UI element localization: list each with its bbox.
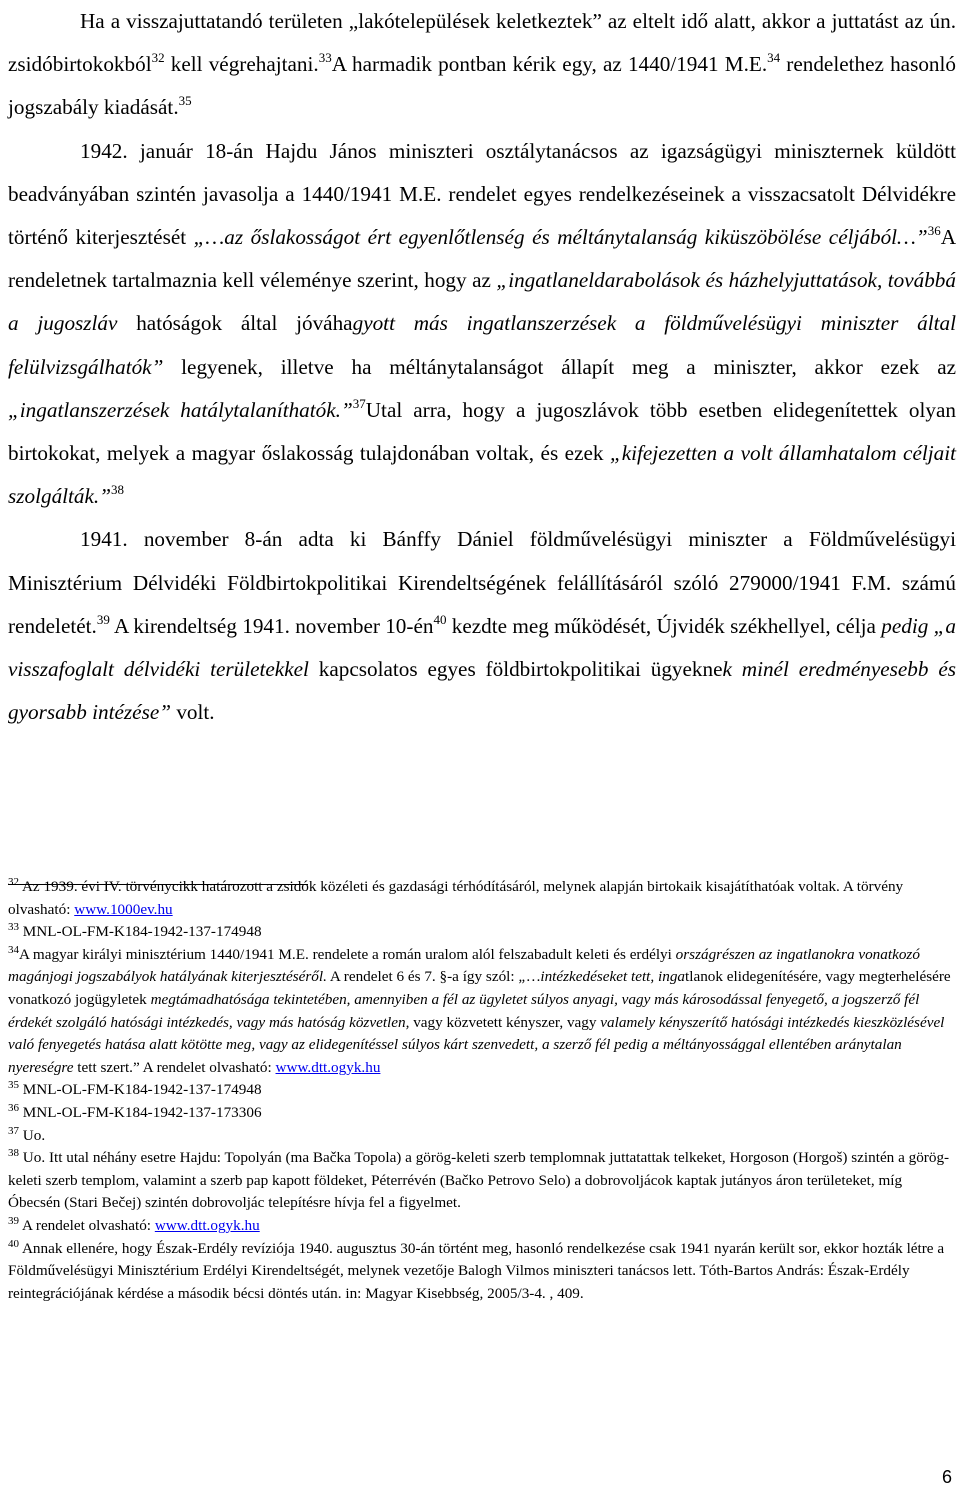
footnote-ref-34[interactable]: 34 bbox=[767, 50, 781, 66]
text-run: rendelethez hasonló jogszabály kiadását. bbox=[8, 52, 956, 120]
footnote-number: 39 bbox=[8, 1214, 19, 1227]
text-run: 1941. november 8-án adta ki Bánffy Dániel földművelésügyi miniszter a Földművelésügyi Minisztérium Délvidéki Földbirtokpolitikai Kirendeltségének felállításáról szóló 279000/1941 F.M. számú rendeletét. bbox=[8, 527, 956, 638]
footnote-text: Uo. Itt utal néhány esetre Hajdu: Topolyán (ma Bačka Topola) a görög-keleti szerb templomnak juttatattak telkeket, Horgoson (Horgoš) szintén a görög-keleti szerb templom, valamint a szerb pap kapott földeket, Péterrévén (Bačko Petrovo Selo) a dobrovoljácok kaptak jutányos áron területeket, míg Óbecsén (Stari Bečej) szintén dobrovoljác telepítésre hívja fel a figyelmet. bbox=[8, 1149, 950, 1212]
footnote-italic: országrészen az ingatlanokra vonatkozó magánjogi jogszabályok hatályának kiterjesztéséről. bbox=[8, 945, 920, 986]
text-run: Utal arra, hogy a jugoszlávok több esetben elidegenítettek olyan birtokokat, melyek a magyar őslakosság tulajdonában voltak, és ezek bbox=[8, 397, 956, 466]
footnote-number: 40 bbox=[8, 1237, 19, 1250]
quote-italic: „ingatlanszerzések hatálytalaníthatók.” bbox=[8, 397, 353, 422]
footnote-link[interactable]: www.dtt.ogyk.hu bbox=[154, 1216, 260, 1234]
footnote-ref-33[interactable]: 33 bbox=[318, 50, 332, 66]
paragraph-2 bbox=[8, 130, 956, 519]
footnote-ref-35[interactable]: 35 bbox=[178, 93, 192, 109]
paragraph-1 bbox=[8, 0, 956, 130]
text-run: hatóságok által jóváha bbox=[117, 311, 353, 336]
page-number: 6 bbox=[941, 1467, 952, 1487]
text-run: A rendeletnek tartalmaznia kell véleménye szerint, hogy az bbox=[8, 225, 956, 293]
footnote-ref-37[interactable]: 37 bbox=[352, 395, 366, 411]
quote-italic: k minél eredményesebb és gyorsabb intézése” bbox=[8, 657, 956, 725]
footnote-32 bbox=[8, 876, 956, 921]
footnote-text: tlanok elidegenítésére, vagy megterhelésére vonatkozó jogügyletek bbox=[8, 968, 951, 1008]
footnote-text: A rendelet 6 és 7. §-a így szól: bbox=[326, 968, 519, 986]
footnote-36 bbox=[8, 1102, 956, 1125]
footnote-number: 38 bbox=[8, 1147, 19, 1160]
body-text bbox=[8, 0, 956, 734]
footnote-38 bbox=[8, 1147, 956, 1215]
footnote-ref-38[interactable]: 38 bbox=[111, 482, 125, 498]
text-run: Ha a visszajuttatandó területen „lakótelepülések keletkeztek” az eltelt idő alatt, akkor a juttatást az ún. zsidóbirtokokból bbox=[8, 9, 956, 77]
footnote-text: vagy közvetett kényszer, vagy bbox=[409, 1013, 601, 1031]
text-run: 1942. január 18-án Hajdu János miniszteri osztálytanácsos az igazságügyi miniszternek küldött beadványában szintén javasolja a 1440/1941 M.E. rendelet egyes rendelkezéseinek a visszacsatolt Délvidékre történő kiterjesztését bbox=[8, 138, 956, 250]
footnote-text: Annak ellenére, hogy Észak-Erdély revíziója 1940. augusztus 30-án történt meg, hasonló rendelkezése csak 1941 nyarán került sor, ekkor hozták létre a Földművelésügyi Minisztérium Erdélyi Kirendeltségét, melynek vezetője Balogh Vilmos miniszteri tanácsos lett. Tóth-Bartos András: Észak-Erdély reintegrációjának kérdése a második bécsi döntés után. in: Magyar Kisebbség, 2005/3-4. , 409. bbox=[8, 1239, 945, 1302]
footnote-text: tett szert.” A rendelet olvasható: bbox=[73, 1058, 276, 1076]
footnote-number: 35 bbox=[8, 1079, 19, 1092]
footnote-text: Uo. bbox=[19, 1126, 46, 1144]
footnote-text: MNL-OL-FM-K184-1942-137-173306 bbox=[19, 1103, 262, 1121]
footnote-number: 37 bbox=[8, 1124, 19, 1137]
text-run: volt. bbox=[171, 700, 215, 725]
footnote-link[interactable]: www.dtt.ogyk.hu bbox=[275, 1058, 381, 1076]
footnote-link[interactable]: www.1000ev.hu bbox=[74, 900, 173, 918]
footnote-text: MNL-OL-FM-K184-1942-137-174948 bbox=[19, 923, 262, 941]
footnote-ref-36[interactable]: 36 bbox=[927, 223, 941, 239]
footnote-33 bbox=[8, 921, 956, 944]
footnote-40 bbox=[8, 1238, 956, 1306]
footnote-number: 33 bbox=[8, 921, 19, 934]
footnote-number: 34 bbox=[8, 943, 19, 956]
footnote-text: Az 1939. évi IV. törvénycikk határozott a zsidók közéleti és gazdasági térhódításáról, melynek alapján birtokaik kisajátíthatóak voltak. A törvény olvasható: bbox=[8, 878, 904, 918]
footnote-37 bbox=[8, 1125, 956, 1148]
footnote-italic: valamely kényszerítő hatósági intézkedés kieszközlésével való fenyegetés hatása alatt kötötte meg, vagy az elidegenítéssel súlyos kárt szenvedett, a szerző fél pedig a méltányossággal ellentében aránytalan nyereségre bbox=[8, 1013, 945, 1076]
footnote-ref-39[interactable]: 39 bbox=[96, 611, 110, 627]
footnote-italic: „…intézkedéseket tett, inga bbox=[518, 968, 686, 986]
footnote-35 bbox=[8, 1079, 956, 1102]
text-run: kapcsolatos egyes földbirtokpolitikai ügyekne bbox=[308, 657, 723, 682]
text-run: legyenek, illetve ha méltánytalanságot állapít meg a miniszter, akkor ezek az bbox=[163, 354, 956, 379]
text-run: kell végrehajtani. bbox=[164, 52, 319, 77]
footnote-39 bbox=[8, 1215, 956, 1238]
quote-italic: gyott más ingatlanszerzések a földművelésügyi miniszter által felülvizsgálhatók” bbox=[8, 311, 957, 379]
quote-italic: pedig „a visszafoglalt délvidéki területekkel bbox=[8, 613, 956, 682]
footnote-text: A rendelet olvasható: bbox=[19, 1216, 155, 1234]
footnote-ref-32[interactable]: 32 bbox=[151, 50, 165, 66]
text-run: A kirendeltség 1941. november 10-én bbox=[109, 613, 434, 638]
quote-italic: „…az őslakosságot ért egyenlőtlenség és méltánytalanság kiküszöbölése céljából…” bbox=[193, 225, 928, 250]
paragraph-3 bbox=[8, 518, 956, 734]
footnote-ref-40[interactable]: 40 bbox=[433, 611, 447, 627]
footnote-text: MNL-OL-FM-K184-1942-137-174948 bbox=[19, 1081, 262, 1099]
quote-italic: „ingatlaneldarabolások és házhelyjuttatások, továbbá a jugoszláv bbox=[8, 268, 956, 336]
footnote-number: 32 bbox=[8, 876, 19, 888]
text-run: A harmadik pontban kérik egy, az 1440/1941 M.E. bbox=[331, 52, 768, 77]
footnote-34 bbox=[8, 944, 956, 1080]
footnotes bbox=[8, 876, 956, 1305]
text-run: kezdte meg működését, Újvidék székhellyel, célja bbox=[446, 613, 882, 638]
footnote-text: A magyar királyi minisztérium 1440/1941 M.E. rendelete a román uralom alól felszabadult keleti és erdélyi bbox=[19, 945, 676, 963]
footnote-italic: megtámadhatósága tekintetében, amennyiben a fél az ügyletet súlyos anyagi, vagy más károsodással fenyegető, a jogszerző fél érdekét szolgáló hatósági intézkedés, vagy más hatóság közvetlen, bbox=[8, 990, 920, 1031]
quote-italic: „kifejezetten a volt államhatalom céljait szolgálták.” bbox=[8, 441, 956, 509]
footnote-number: 36 bbox=[8, 1101, 19, 1114]
